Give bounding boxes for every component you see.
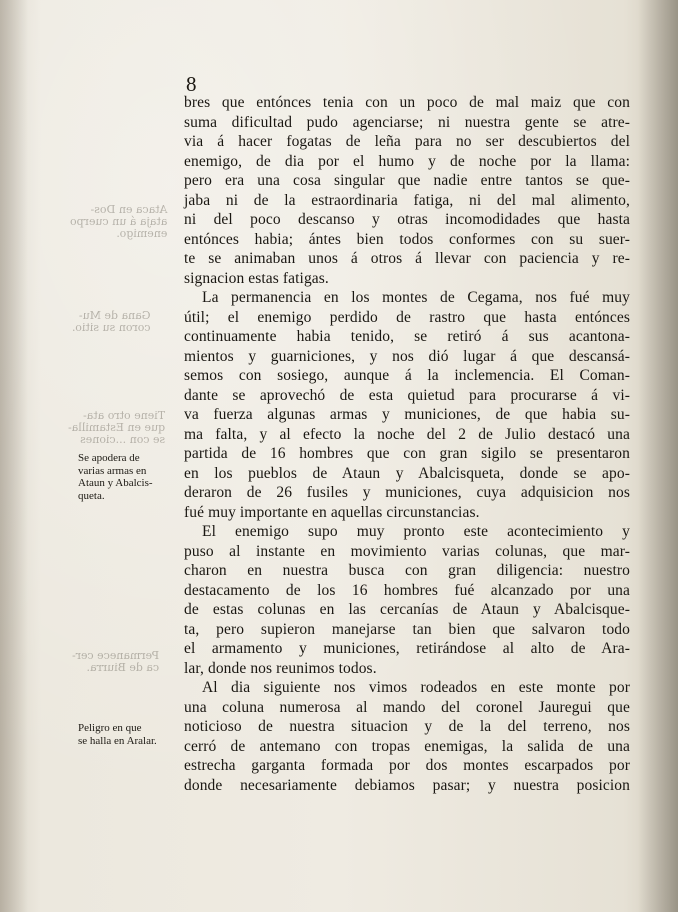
paragraph (184, 93, 630, 288)
text-line: va fuerza algunas armas y municiones, de que habia su- (184, 406, 630, 423)
page-gutter-shadow (0, 0, 28, 912)
bleed-through-note (72, 310, 151, 334)
text-line: charon en nuestra busca con gran diligencia: nuestro (184, 562, 630, 579)
text-line: lar, donde nos reunimos todos. (184, 659, 377, 677)
bleed-through-note (72, 650, 159, 674)
text-line: semos con sosiego, aunque á la inclemencia. El Coman- (184, 367, 630, 384)
marginal-note-line: Peligro en que (78, 722, 142, 734)
bleed-through-note (70, 204, 167, 240)
text-line: ta, pero supieron manejarse tan bien que salvaron todo (184, 620, 630, 638)
text-line: bres que entónces tenia con un poco de mal maiz que con (184, 94, 630, 111)
text-line: ma falta, y al efecto la noche del 2 de Julio destacó una (184, 425, 630, 443)
bleed-through-note (68, 410, 165, 446)
paragraph (184, 288, 630, 522)
text-line: via á hacer fogatas de leña para no ser descubiertos del (184, 133, 630, 150)
body-text (184, 93, 630, 795)
text-line: ni del poco descanso y otras incomodidades que hasta (184, 211, 630, 228)
text-line: en los pueblos de Ataun y Abalcisqueta, donde se apo- (184, 464, 630, 482)
text-line: jaba ni de la estraordinaria fatiga, ni del mal alimento, (184, 191, 630, 209)
bleed-line: se con ...ciones (80, 433, 166, 446)
text-line: Al dia siguiente nos vimos rodeados en este monte por (202, 679, 630, 696)
bleed-line: Permanece cer- (72, 649, 160, 662)
bleed-line: Tiene otro ata- (83, 409, 166, 422)
text-line: puso al instante en movimiento varias colunas, que mar- (184, 542, 630, 560)
text-line: La permanencia en los montes de Cegama, nos fué muy (202, 289, 630, 306)
text-line: de estas colunas en las cercanías de Ataun y Abalcisque- (184, 601, 630, 618)
text-line: deraron de 26 fusiles y municiones, cuya adquisicion nos (184, 484, 630, 501)
marginal-note (78, 452, 180, 502)
page-number: 8 (186, 72, 197, 96)
text-line: suma dificultad pudo agenciarse; ni nuestra gente se atre- (184, 113, 630, 131)
bleed-line: enemigo. (116, 227, 168, 240)
marginal-note-line: queta. (78, 489, 105, 502)
bleed-line: ca de Biurra. (86, 661, 160, 674)
text-line: una coluna numerosa al mando del coronel Jauregui que (184, 698, 630, 716)
text-line: te se animaban unos á otros á llevar con paciencia y re- (184, 250, 630, 267)
text-line: pero era una cosa singular que nadie entre tantos se que- (184, 172, 630, 189)
marginal-note-line: se halla en Aralar. (78, 734, 157, 747)
text-line: cerró de antemano con tropas enemigas, la salida de una (184, 737, 630, 755)
page-edge-shadow (638, 0, 678, 912)
paragraph (184, 522, 630, 678)
bleed-line: ataja á un cuerpo (70, 215, 168, 228)
text-line: entónces habia; ántes bien todos conformes con su suer- (184, 230, 630, 248)
text-line: dante se aprovechó de esta quietud para procurarse á vi- (184, 386, 630, 404)
text-line: fué muy importante en aquellas circunstancias. (184, 503, 480, 521)
paragraph (184, 678, 630, 795)
bleed-line: que en Estamilla- (68, 421, 166, 434)
text-line: signacion estas fatigas. (184, 269, 329, 287)
text-line: mientos y guarniciones, y nos dió lugar á que descansá- (184, 347, 630, 365)
text-line: destacamento de los 16 hombres fué alcanzado por una (184, 581, 630, 599)
marginal-note-line: Se apodera de (78, 452, 140, 464)
bleed-line: Gana de Mu- (78, 309, 151, 322)
bleed-line: Ataca en Dos- (90, 203, 168, 216)
text-line: noticioso de nuestra situacion y de la del terreno, nos (184, 718, 630, 735)
text-line: donde necesariamente debiamos pasar; y nuestra posicion (184, 776, 630, 794)
text-line: estrecha garganta formada por dos montes escarpados por (184, 757, 630, 774)
text-line: El enemigo supo muy pronto este acontecimiento y (202, 523, 630, 540)
text-line: partida de 16 hombres que con gran sigilo se presentaron (184, 445, 630, 462)
text-line: el armamento y municiones, retirándose al alto de Ara- (184, 640, 630, 657)
marginal-note-line: Ataun y Abalcis- (78, 477, 153, 489)
bleed-line: coron su sitio. (72, 321, 151, 334)
marginal-note-line: varias armas en (78, 464, 147, 477)
marginal-note (78, 722, 180, 747)
text-line: continuamente habia tenido, se retiró á sus acantona- (184, 328, 630, 345)
text-line: útil; el enemigo perdido de rastro que hasta entónces (184, 308, 630, 326)
text-line: enemigo, de dia por el humo y de noche por la llama: (184, 152, 630, 170)
